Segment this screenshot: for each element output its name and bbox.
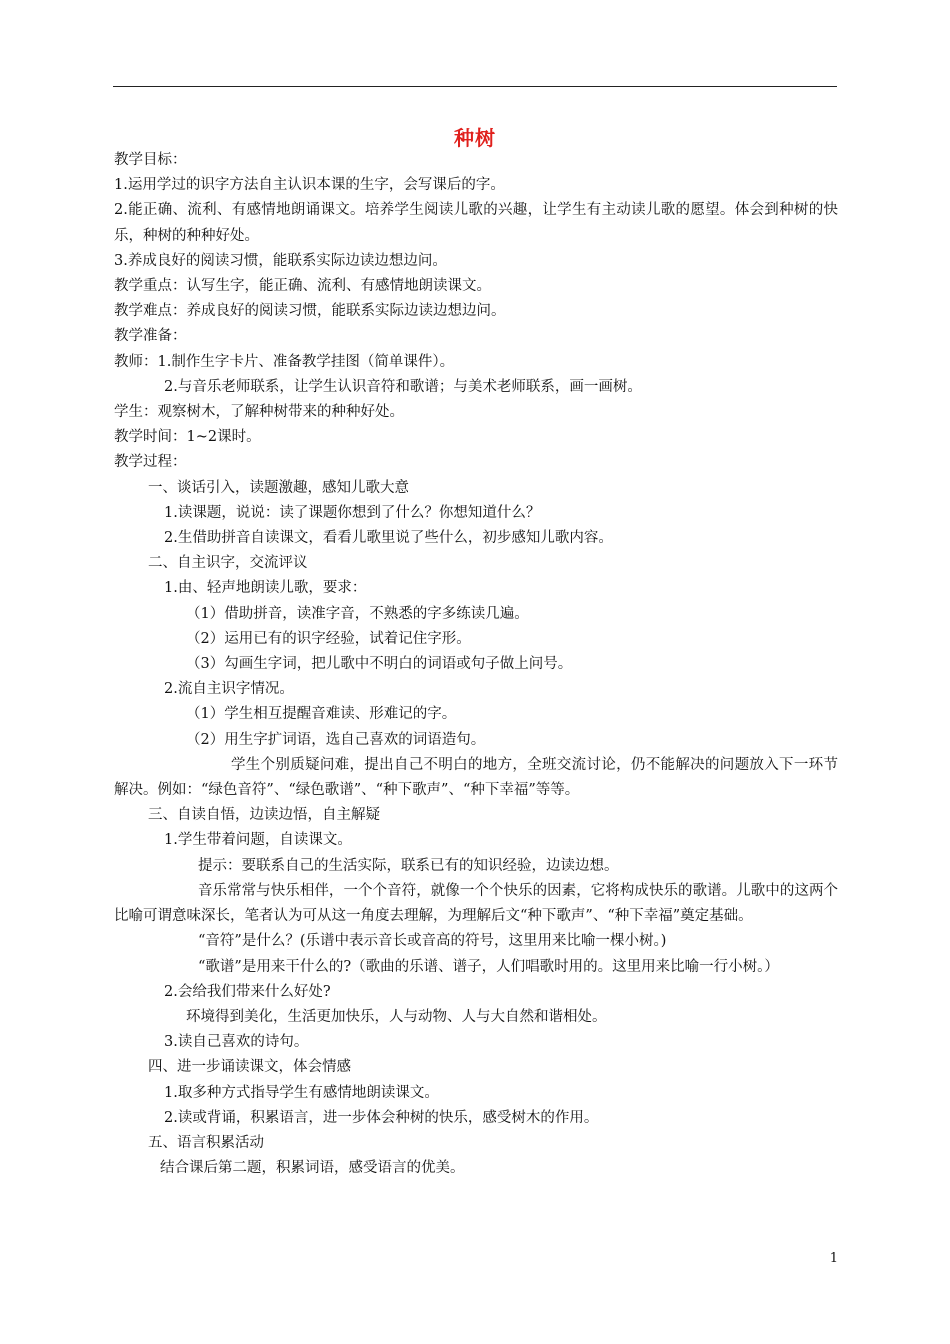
list-item: （2）用生字扩词语，选自己喜欢的词语造句。 — [186, 731, 486, 748]
header-rule — [113, 86, 837, 87]
page-number: 1 — [829, 1251, 838, 1266]
paragraph: 提示：要联系自己的生活实际，联系已有的知识经验，边读边想。 — [198, 857, 619, 874]
list-item: （2）运用已有的识字经验，试着记住字形。 — [186, 630, 471, 647]
paragraph: 学生个别质疑问难，提出自己不明白的地方，全班交流讨论，仍不能解决的问题放入下一环节解决。例如：“绿色音符”、“绿色歌谱”、“种下歌声”、“种下幸福”等等。 — [114, 756, 838, 799]
paragraph: 教师：1.制作生字卡片、准备教学挂图（简单课件）。 — [114, 353, 455, 370]
paragraph: 1.学生带着问题，自读课文。 — [164, 832, 352, 849]
paragraph: 教学时间：1~2课时。 — [114, 429, 261, 446]
section-heading: 五、语言积累活动 — [148, 1134, 264, 1151]
document-body — [114, 148, 838, 1181]
paragraph: 2.读或背诵，积累语言，进一步体会种树的快乐，感受树木的作用。 — [164, 1109, 599, 1126]
paragraph: 教学难点：养成良好的阅读习惯，能联系实际边读边想边问。 — [114, 303, 506, 320]
paragraph: 学生：观察树木，了解种树带来的种种好处。 — [114, 404, 404, 421]
paragraph: 教学过程： — [114, 454, 187, 471]
paragraph: 2.与音乐老师联系，让学生认识音符和歌谱；与美术老师联系，画一画树。 — [164, 378, 642, 395]
list-item: （1）学生相互提醒音难读、形难记的字。 — [186, 706, 457, 723]
list-item: （1）借助拼音，读准字音，不熟悉的字多练读几遍。 — [186, 605, 529, 622]
section-heading: 二、自主识字，交流评议 — [148, 555, 308, 572]
paragraph: 2.能正确、流利、有感情地朗诵课文。培养学生阅读儿歌的兴趣，让学生有主动读儿歌的愿望。体会到种树的快乐，种树的种种好处。 — [114, 202, 838, 244]
paragraph: 2.会给我们带来什么好处? — [164, 983, 331, 1000]
paragraph: 1.运用学过的识字方法自主认识本课的生字，会写课后的字。 — [114, 177, 505, 194]
paragraph: 结合课后第二题，积累词语，感受语言的优美。 — [160, 1160, 465, 1177]
paragraph: 教学准备： — [114, 328, 187, 345]
paragraph: 教学重点：认写生字，能正确、流利、有感情地朗读课文。 — [114, 278, 491, 295]
section-heading: 一、谈话引入，读题激趣，感知儿歌大意 — [148, 479, 409, 496]
paragraph: 1.取多种方式指导学生有感情地朗读课文。 — [164, 1084, 439, 1101]
paragraph: 1.读课题，说说：读了课题你想到了什么？你想知道什么？ — [164, 504, 541, 521]
document-title: 种树 — [454, 126, 496, 150]
section-heading: 四、进一步诵读课文，体会情感 — [148, 1059, 351, 1076]
paragraph: 教学目标： — [114, 152, 187, 168]
list-item: （3）勾画生字词，把儿歌中不明白的词语或句子做上问号。 — [186, 656, 573, 673]
paragraph: 3.读自己喜欢的诗句。 — [164, 1034, 309, 1051]
paragraph: 3.养成良好的阅读习惯，能联系实际边读边想边问。 — [114, 252, 447, 269]
paragraph: 音乐常常与快乐相伴，一个个音符，就像一个个快乐的因素，它将构成快乐的歌谱。儿歌中的这两个比喻可谓意味深长，笔者认为可从这一角度去理解，为理解后文“种下歌声”、“种下幸福”奠定基础。 — [114, 882, 838, 925]
paragraph: 1.由、轻声地朗读儿歌，要求： — [164, 580, 367, 597]
paragraph: “歌谱”是用来干什么的?（歌曲的乐谱、谱子，人们唱歌时用的。这里用来比喻一行小树。） — [198, 958, 779, 975]
section-heading: 三、自读自悟，边读边悟，自主解疑 — [148, 807, 380, 824]
paragraph: 环境得到美化，生活更加快乐，人与动物、人与大自然和谐相处。 — [186, 1008, 607, 1025]
paragraph: 2.流自主识字情况。 — [164, 681, 294, 698]
paragraph: 2.生借助拼音自读课文，看看儿歌里说了些什么，初步感知儿歌内容。 — [164, 530, 613, 547]
paragraph: “音符”是什么？(乐谱中表示音长或音高的符号，这里用来比喻一棵小树。) — [198, 933, 667, 950]
